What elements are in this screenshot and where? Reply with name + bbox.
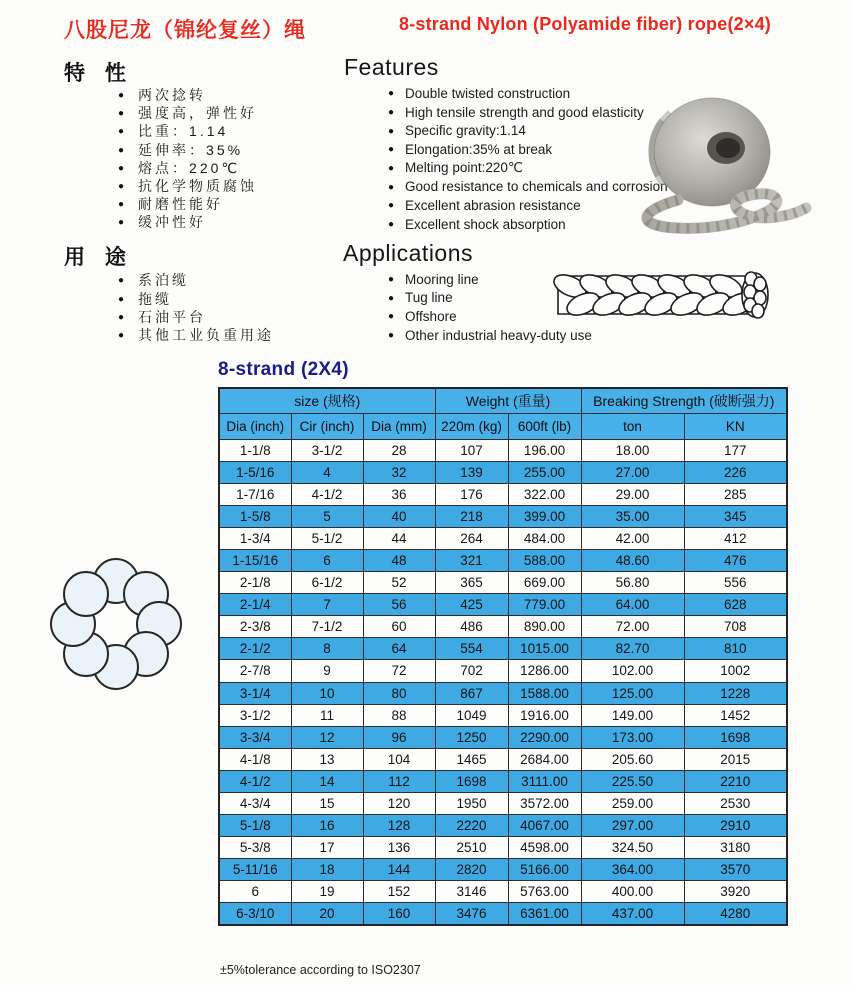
table-cell: 3920 bbox=[684, 881, 787, 903]
table-cell: 218 bbox=[435, 505, 508, 527]
bullet-icon: ● bbox=[118, 181, 128, 193]
table-cell: 2290.00 bbox=[508, 726, 581, 748]
table-cell: 628 bbox=[684, 594, 787, 616]
list-item-label: 石油平台 bbox=[138, 308, 207, 325]
table-cell: 2-1/2 bbox=[219, 638, 291, 660]
table-cell: 120 bbox=[363, 793, 435, 815]
application-item-zh bbox=[118, 308, 274, 326]
list-item-label: 系泊缆 bbox=[138, 272, 190, 289]
table-cell: 6 bbox=[219, 881, 291, 903]
table-row bbox=[219, 660, 787, 682]
table-cell: 399.00 bbox=[508, 505, 581, 527]
table-cell: 5-1/2 bbox=[291, 527, 363, 549]
table-cell: 5763.00 bbox=[508, 881, 581, 903]
table-cell: 6 bbox=[291, 549, 363, 571]
list-item-label: 比重：1.14 bbox=[138, 123, 229, 140]
list-item-label: 缓冲性好 bbox=[138, 214, 207, 231]
table-cell: 16 bbox=[291, 815, 363, 837]
table-cell: 2530 bbox=[684, 793, 787, 815]
table-cell: 554 bbox=[435, 638, 508, 660]
table-cell: 44 bbox=[363, 527, 435, 549]
table-row bbox=[219, 748, 787, 770]
page-title-english: 8-strand Nylon (Polyamide fiber) rope(2×4) bbox=[399, 14, 771, 34]
table-cell: 14 bbox=[291, 770, 363, 792]
table-cell: 1452 bbox=[684, 704, 787, 726]
table-row bbox=[219, 793, 787, 815]
table-cell: 48 bbox=[363, 549, 435, 571]
rope-cross-section-diagram bbox=[50, 554, 182, 696]
table-cell: 3572.00 bbox=[508, 793, 581, 815]
table-cell: 10 bbox=[291, 682, 363, 704]
table-cell: 3180 bbox=[684, 837, 787, 859]
table-cell: 125.00 bbox=[581, 682, 684, 704]
page-title-chinese: 八股尼龙（锦纶复丝）绳 bbox=[64, 19, 306, 42]
table-cell: 5-11/16 bbox=[219, 859, 291, 881]
tolerance-footnote: ±5%tolerance according to ISO2307 bbox=[220, 963, 421, 977]
table-cell: 32 bbox=[363, 461, 435, 483]
list-item-label: Melting point:220℃ bbox=[405, 160, 524, 176]
table-cell: 9 bbox=[291, 660, 363, 682]
table-cell: 82.70 bbox=[581, 638, 684, 660]
table-group-header: Breaking Strength (破断强力) bbox=[581, 388, 787, 414]
table-cell: 259.00 bbox=[581, 793, 684, 815]
table-cell: 27.00 bbox=[581, 461, 684, 483]
table-cell: 176 bbox=[435, 483, 508, 505]
table-column-header: Dia (inch) bbox=[219, 414, 291, 440]
table-row bbox=[219, 461, 787, 483]
list-item-label: 拖缆 bbox=[138, 290, 173, 307]
table-cell: 297.00 bbox=[581, 815, 684, 837]
table-row bbox=[219, 638, 787, 660]
table-cell: 779.00 bbox=[508, 594, 581, 616]
table-cell: 3111.00 bbox=[508, 770, 581, 792]
table-cell: 56.80 bbox=[581, 572, 684, 594]
table-cell: 1-15/16 bbox=[219, 549, 291, 571]
bullet-icon: ● bbox=[118, 144, 128, 156]
table-cell: 2684.00 bbox=[508, 748, 581, 770]
table-cell: 72 bbox=[363, 660, 435, 682]
bullet-icon: ● bbox=[118, 293, 128, 305]
bullet-icon: ● bbox=[388, 163, 395, 175]
table-cell: 3476 bbox=[435, 903, 508, 925]
applications-heading-english: Applications bbox=[343, 240, 474, 266]
application-item-zh bbox=[118, 289, 274, 307]
table-cell: 1-3/4 bbox=[219, 527, 291, 549]
table-cell: 173.00 bbox=[581, 726, 684, 748]
table-column-header: ton bbox=[581, 414, 684, 440]
table-cell: 1698 bbox=[435, 770, 508, 792]
table-cell: 136 bbox=[363, 837, 435, 859]
table-cell: 19 bbox=[291, 881, 363, 903]
table-cell: 1-7/16 bbox=[219, 483, 291, 505]
table-title: 8-strand (2X4) bbox=[218, 359, 349, 380]
table-cell: 52 bbox=[363, 572, 435, 594]
table-cell: 107 bbox=[435, 439, 508, 461]
table-cell: 29.00 bbox=[581, 483, 684, 505]
table-cell: 2-3/8 bbox=[219, 616, 291, 638]
table-cell: 5-3/8 bbox=[219, 837, 291, 859]
list-item-label: Specific gravity:1.14 bbox=[405, 123, 526, 139]
table-row bbox=[219, 527, 787, 549]
table-cell: 1015.00 bbox=[508, 638, 581, 660]
bullet-icon: ● bbox=[118, 330, 128, 342]
table-cell: 112 bbox=[363, 770, 435, 792]
table-cell: 264 bbox=[435, 527, 508, 549]
applications-heading-chinese: 用 途 bbox=[64, 246, 133, 269]
list-item-label: Elongation:35% at break bbox=[405, 141, 553, 157]
table-cell: 1-1/8 bbox=[219, 439, 291, 461]
table-cell: 3146 bbox=[435, 881, 508, 903]
bullet-icon: ● bbox=[118, 275, 128, 287]
application-item-en bbox=[388, 326, 592, 345]
spec-table-container bbox=[218, 387, 788, 926]
table-group-header: size (规格) bbox=[219, 388, 435, 414]
bullet-icon: ● bbox=[388, 330, 395, 342]
application-item-zh bbox=[118, 326, 274, 344]
table-cell: 60 bbox=[363, 616, 435, 638]
table-cell: 17 bbox=[291, 837, 363, 859]
table-cell: 6-1/2 bbox=[291, 572, 363, 594]
table-row bbox=[219, 505, 787, 527]
list-item-label: 耐磨性能好 bbox=[138, 196, 224, 213]
table-column-header: Cir (inch) bbox=[291, 414, 363, 440]
feature-item-zh bbox=[118, 159, 257, 177]
bullet-icon: ● bbox=[388, 219, 395, 231]
list-item-label: 熔点：220℃ bbox=[138, 159, 241, 176]
applications-list-chinese bbox=[118, 271, 274, 345]
list-item-label: 其他工业负重用途 bbox=[138, 327, 275, 344]
table-cell: 708 bbox=[684, 616, 787, 638]
table-row bbox=[219, 682, 787, 704]
list-item-label: 强度高，弹性好 bbox=[138, 105, 258, 122]
table-cell: 484.00 bbox=[508, 527, 581, 549]
table-cell: 4 bbox=[291, 461, 363, 483]
table-cell: 2-7/8 bbox=[219, 660, 291, 682]
table-cell: 11 bbox=[291, 704, 363, 726]
table-cell: 1049 bbox=[435, 704, 508, 726]
table-cell: 42.00 bbox=[581, 527, 684, 549]
table-cell: 4280 bbox=[684, 903, 787, 925]
table-cell: 3570 bbox=[684, 859, 787, 881]
table-cell: 1465 bbox=[435, 748, 508, 770]
bullet-icon: ● bbox=[388, 311, 395, 323]
bullet-icon: ● bbox=[118, 217, 128, 229]
table-cell: 18.00 bbox=[581, 439, 684, 461]
table-cell: 28 bbox=[363, 439, 435, 461]
table-cell: 400.00 bbox=[581, 881, 684, 903]
table-cell: 160 bbox=[363, 903, 435, 925]
table-column-header: 220m (kg) bbox=[435, 414, 508, 440]
table-row bbox=[219, 815, 787, 837]
table-cell: 2220 bbox=[435, 815, 508, 837]
table-cell: 345 bbox=[684, 505, 787, 527]
table-cell: 48.60 bbox=[581, 549, 684, 571]
list-item-label: Excellent abrasion resistance bbox=[405, 197, 581, 213]
feature-item-zh bbox=[118, 141, 257, 159]
list-item-label: High tensile strength and good elasticity bbox=[405, 104, 644, 120]
table-cell: 1698 bbox=[684, 726, 787, 748]
bullet-icon: ● bbox=[118, 126, 128, 138]
list-item-label: 延伸率：35% bbox=[138, 141, 244, 158]
application-item-zh bbox=[118, 271, 274, 289]
table-cell: 4-1/2 bbox=[291, 483, 363, 505]
table-cell: 3-1/2 bbox=[291, 439, 363, 461]
bullet-icon: ● bbox=[388, 181, 395, 193]
spec-table-body bbox=[219, 439, 787, 925]
table-cell: 64 bbox=[363, 638, 435, 660]
feature-item-zh bbox=[118, 213, 257, 231]
table-column-header: Dia (mm) bbox=[363, 414, 435, 440]
table-cell: 3-3/4 bbox=[219, 726, 291, 748]
table-cell: 205.60 bbox=[581, 748, 684, 770]
table-cell: 13 bbox=[291, 748, 363, 770]
bullet-icon: ● bbox=[388, 107, 395, 119]
list-item-label: Other industrial heavy-duty use bbox=[405, 327, 592, 343]
table-row bbox=[219, 903, 787, 925]
table-cell: 2510 bbox=[435, 837, 508, 859]
table-cell: 35.00 bbox=[581, 505, 684, 527]
braided-rope-illustration bbox=[552, 266, 776, 324]
table-cell: 6361.00 bbox=[508, 903, 581, 925]
table-cell: 1228 bbox=[684, 682, 787, 704]
bullet-icon: ● bbox=[118, 90, 128, 102]
list-item-label: 两次捻转 bbox=[138, 87, 207, 104]
table-cell: 4-1/2 bbox=[219, 770, 291, 792]
table-cell: 1588.00 bbox=[508, 682, 581, 704]
table-cell: 177 bbox=[684, 439, 787, 461]
table-cell: 1286.00 bbox=[508, 660, 581, 682]
table-cell: 810 bbox=[684, 638, 787, 660]
table-cell: 104 bbox=[363, 748, 435, 770]
list-item-label: Offshore bbox=[405, 308, 457, 324]
table-cell: 476 bbox=[684, 549, 787, 571]
table-cell: 1916.00 bbox=[508, 704, 581, 726]
table-row bbox=[219, 549, 787, 571]
table-cell: 412 bbox=[684, 527, 787, 549]
bullet-icon: ● bbox=[118, 311, 128, 323]
table-cell: 5166.00 bbox=[508, 859, 581, 881]
feature-item-zh bbox=[118, 122, 257, 140]
feature-item-zh bbox=[118, 104, 257, 122]
table-cell: 2210 bbox=[684, 770, 787, 792]
table-cell: 365 bbox=[435, 572, 508, 594]
table-cell: 36 bbox=[363, 483, 435, 505]
table-cell: 285 bbox=[684, 483, 787, 505]
table-row bbox=[219, 837, 787, 859]
table-row bbox=[219, 726, 787, 748]
bullet-icon: ● bbox=[388, 200, 395, 212]
table-cell: 4-1/8 bbox=[219, 748, 291, 770]
table-cell: 556 bbox=[684, 572, 787, 594]
bullet-icon: ● bbox=[118, 162, 128, 174]
table-cell: 40 bbox=[363, 505, 435, 527]
table-cell: 1250 bbox=[435, 726, 508, 748]
table-cell: 2-1/4 bbox=[219, 594, 291, 616]
table-cell: 56 bbox=[363, 594, 435, 616]
table-cell: 196.00 bbox=[508, 439, 581, 461]
table-cell: 128 bbox=[363, 815, 435, 837]
table-cell: 6-3/10 bbox=[219, 903, 291, 925]
bullet-icon: ● bbox=[388, 274, 395, 286]
table-cell: 486 bbox=[435, 616, 508, 638]
table-cell: 2910 bbox=[684, 815, 787, 837]
table-cell: 4067.00 bbox=[508, 815, 581, 837]
feature-item-zh bbox=[118, 86, 257, 104]
feature-item-zh bbox=[118, 177, 257, 195]
features-list-chinese bbox=[118, 86, 257, 232]
bullet-icon: ● bbox=[388, 88, 395, 100]
list-item-label: Mooring line bbox=[405, 271, 479, 287]
table-cell: 2820 bbox=[435, 859, 508, 881]
table-cell: 425 bbox=[435, 594, 508, 616]
table-cell: 2-1/8 bbox=[219, 572, 291, 594]
table-group-header: Weight (重量) bbox=[435, 388, 581, 414]
list-item-label: 抗化学物质腐蚀 bbox=[138, 178, 258, 195]
table-column-header: 600ft (lb) bbox=[508, 414, 581, 440]
table-cell: 5-1/8 bbox=[219, 815, 291, 837]
table-row bbox=[219, 616, 787, 638]
table-cell: 3-1/4 bbox=[219, 682, 291, 704]
table-row bbox=[219, 483, 787, 505]
table-cell: 669.00 bbox=[508, 572, 581, 594]
table-cell: 80 bbox=[363, 682, 435, 704]
table-cell: 12 bbox=[291, 726, 363, 748]
list-item-label: Tug line bbox=[405, 290, 453, 306]
table-cell: 64.00 bbox=[581, 594, 684, 616]
feature-item-zh bbox=[118, 195, 257, 213]
table-cell: 139 bbox=[435, 461, 508, 483]
table-cell: 5 bbox=[291, 505, 363, 527]
table-cell: 1950 bbox=[435, 793, 508, 815]
bullet-icon: ● bbox=[118, 199, 128, 211]
rope-coil-photo bbox=[618, 90, 813, 242]
table-cell: 225.50 bbox=[581, 770, 684, 792]
bullet-icon: ● bbox=[118, 108, 128, 120]
spec-table bbox=[218, 387, 788, 926]
table-cell: 255.00 bbox=[508, 461, 581, 483]
table-cell: 144 bbox=[363, 859, 435, 881]
table-cell: 226 bbox=[684, 461, 787, 483]
table-cell: 20 bbox=[291, 903, 363, 925]
spec-table-head bbox=[219, 388, 787, 439]
table-cell: 1002 bbox=[684, 660, 787, 682]
table-cell: 867 bbox=[435, 682, 508, 704]
table-cell: 18 bbox=[291, 859, 363, 881]
table-cell: 322.00 bbox=[508, 483, 581, 505]
features-heading-chinese: 特 性 bbox=[64, 62, 133, 85]
table-cell: 588.00 bbox=[508, 549, 581, 571]
table-cell: 3-1/2 bbox=[219, 704, 291, 726]
table-row bbox=[219, 439, 787, 461]
table-cell: 324.50 bbox=[581, 837, 684, 859]
bullet-icon: ● bbox=[388, 292, 395, 304]
table-row bbox=[219, 881, 787, 903]
table-cell: 8 bbox=[291, 638, 363, 660]
table-row bbox=[219, 859, 787, 881]
table-cell: 152 bbox=[363, 881, 435, 903]
list-item-label: Excellent shock absorption bbox=[405, 216, 566, 232]
table-cell: 364.00 bbox=[581, 859, 684, 881]
list-item-label: Good resistance to chemicals and corrosion bbox=[405, 179, 668, 195]
table-cell: 96 bbox=[363, 726, 435, 748]
table-cell: 149.00 bbox=[581, 704, 684, 726]
table-column-header: KN bbox=[684, 414, 787, 440]
features-heading-english: Features bbox=[344, 54, 439, 80]
table-row bbox=[219, 572, 787, 594]
table-cell: 702 bbox=[435, 660, 508, 682]
table-cell: 321 bbox=[435, 549, 508, 571]
table-row bbox=[219, 704, 787, 726]
bullet-icon: ● bbox=[388, 144, 395, 156]
table-row bbox=[219, 770, 787, 792]
table-cell: 7-1/2 bbox=[291, 616, 363, 638]
table-cell: 4598.00 bbox=[508, 837, 581, 859]
table-cell: 7 bbox=[291, 594, 363, 616]
table-cell: 890.00 bbox=[508, 616, 581, 638]
table-cell: 1-5/16 bbox=[219, 461, 291, 483]
table-cell: 72.00 bbox=[581, 616, 684, 638]
table-cell: 88 bbox=[363, 704, 435, 726]
table-cell: 1-5/8 bbox=[219, 505, 291, 527]
table-cell: 2015 bbox=[684, 748, 787, 770]
table-cell: 437.00 bbox=[581, 903, 684, 925]
bullet-icon: ● bbox=[388, 125, 395, 137]
table-cell: 102.00 bbox=[581, 660, 684, 682]
table-row bbox=[219, 594, 787, 616]
table-cell: 15 bbox=[291, 793, 363, 815]
table-cell: 4-3/4 bbox=[219, 793, 291, 815]
list-item-label: Double twisted construction bbox=[405, 85, 571, 101]
